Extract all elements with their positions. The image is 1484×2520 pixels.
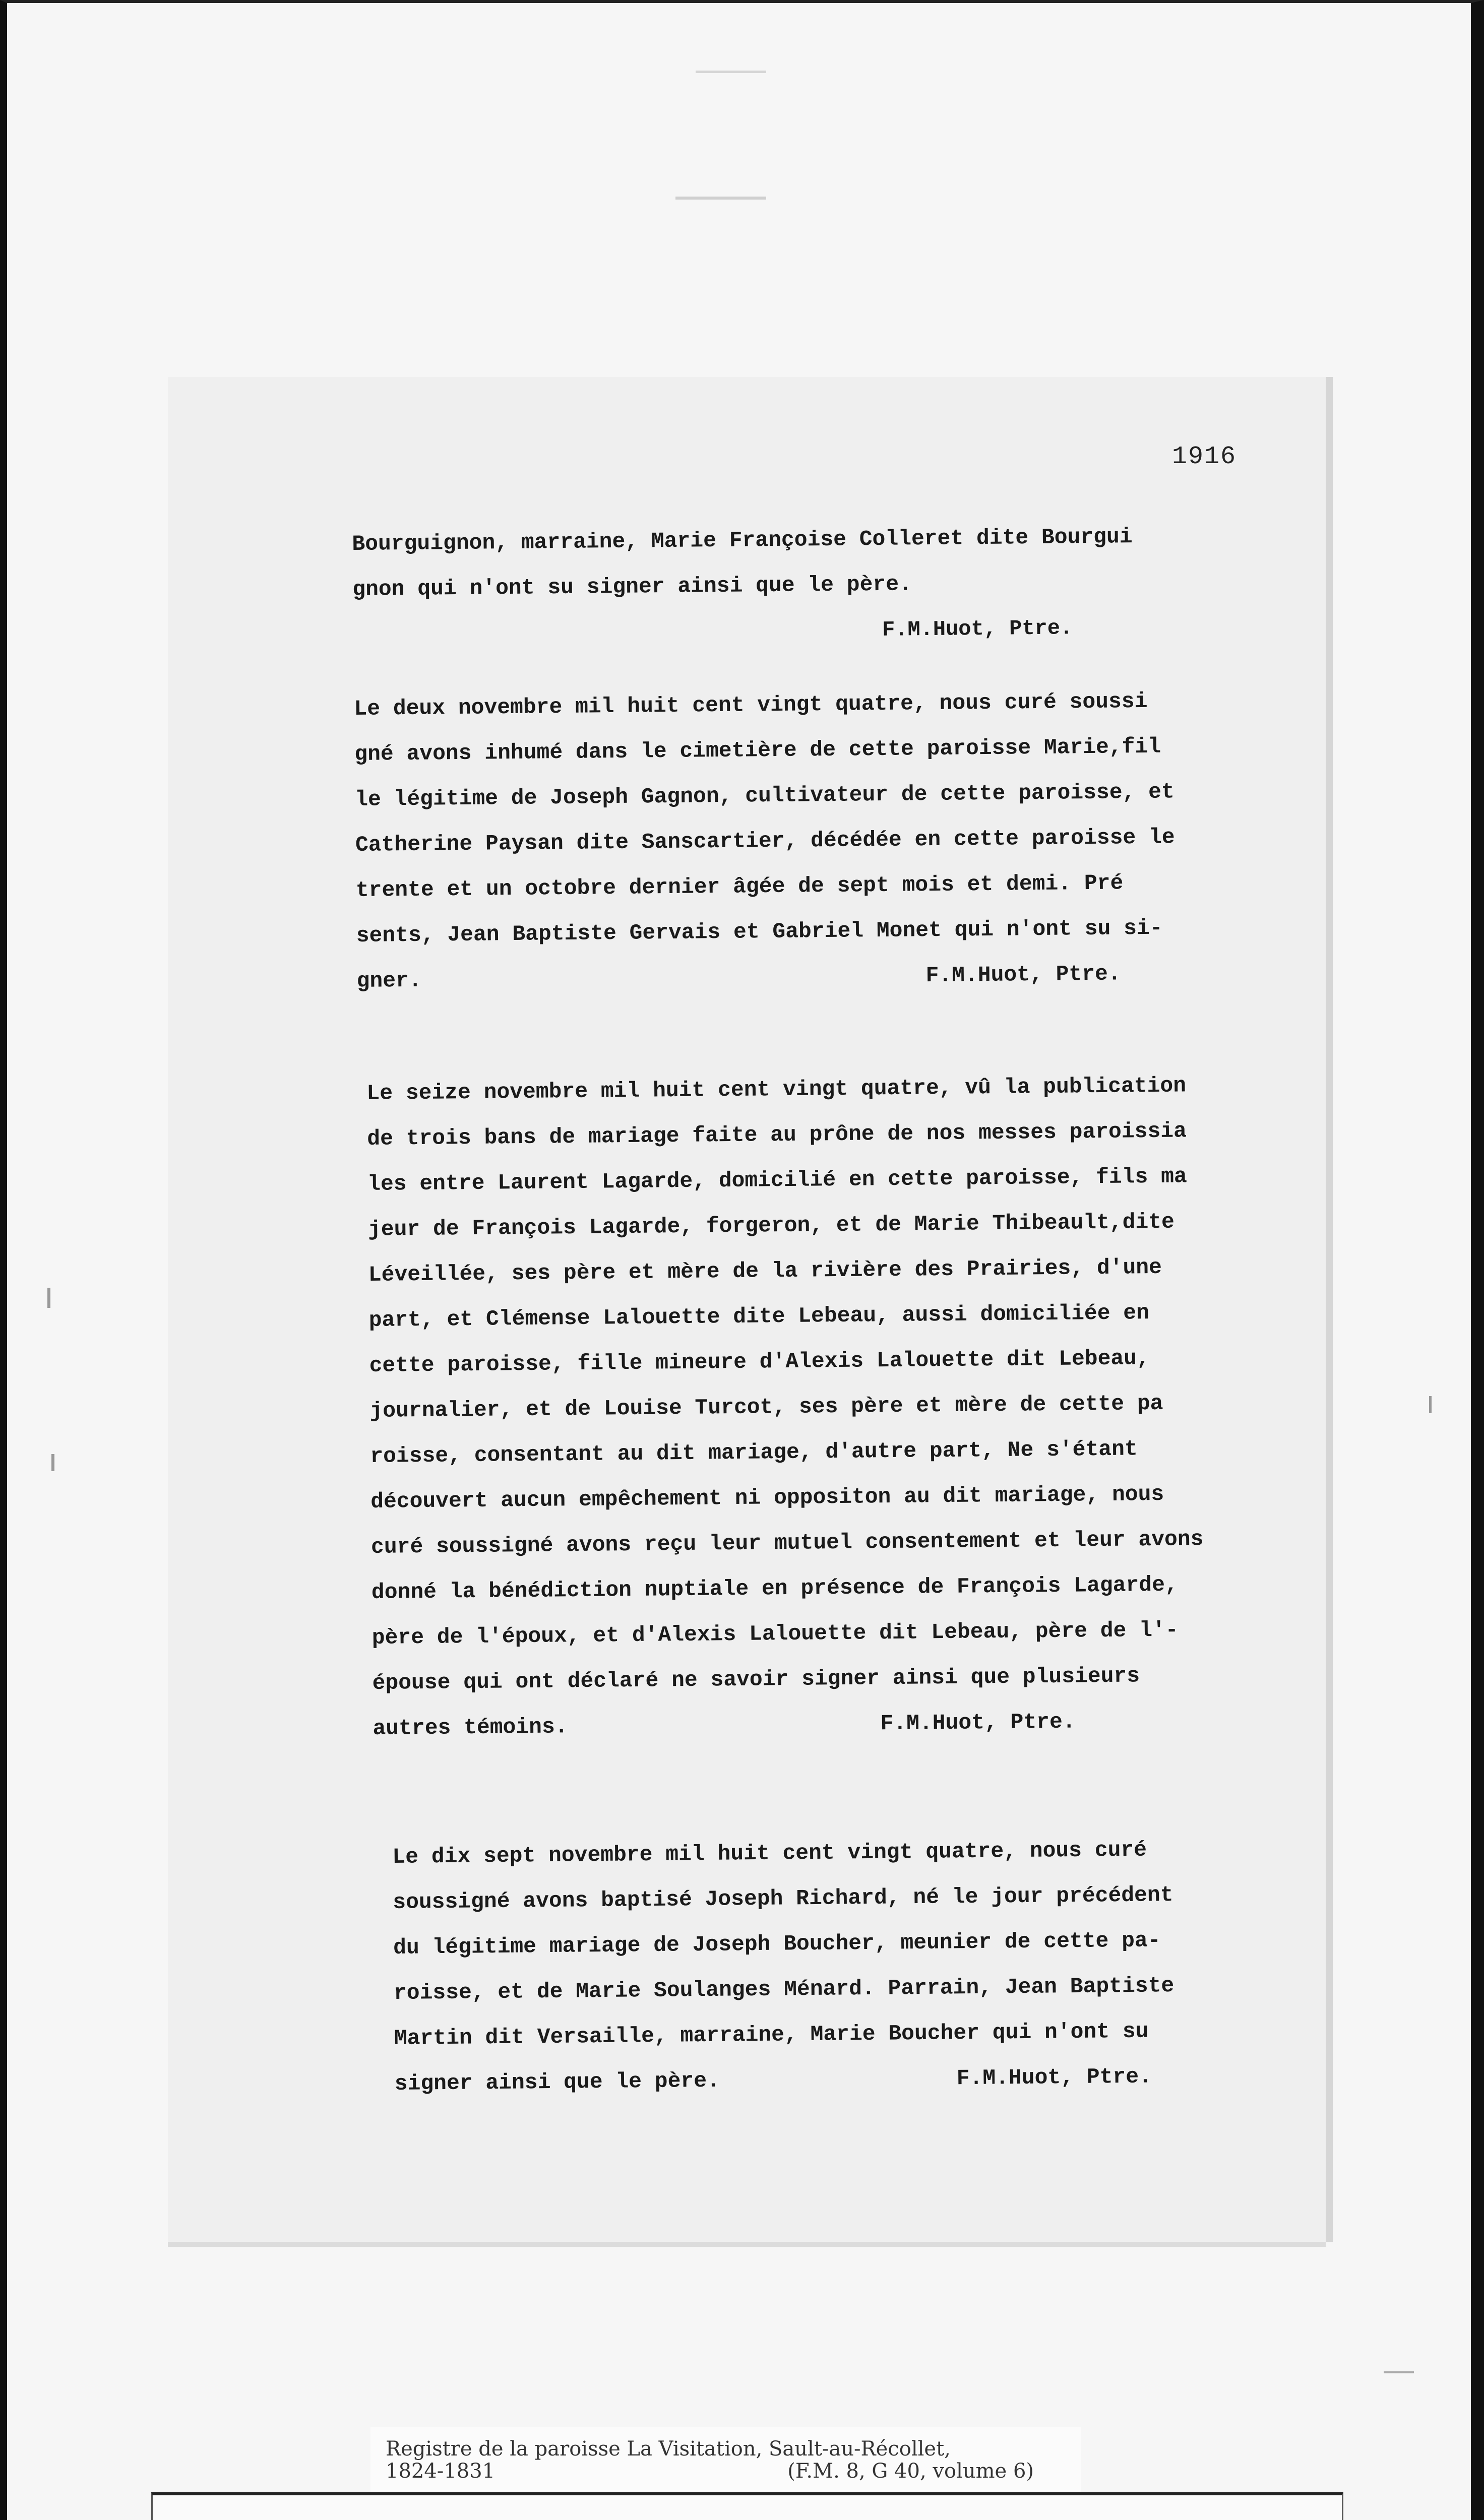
entry-line: gnon qui n'ont su signer ainsi que le père.: [352, 572, 912, 602]
caption-line: [386, 2460, 1069, 2482]
caption-line: [386, 2438, 1069, 2460]
entry-line: gné avons inhumé dans le cimetière de cette paroisse Marie,fil: [354, 734, 1161, 767]
entry-line: Le deux novembre mil huit cent vingt quatre, nous curé soussi: [354, 688, 1148, 721]
entry-line: journalier, et de Louise Turcot, ses père et mère de cette pa: [369, 1391, 1163, 1423]
entry-line: père de l'époux, et d'Alexis Lalouette dit Lebeau, père de l'-: [372, 1617, 1179, 1650]
entry-line: curé soussigné avons reçu leur mutuel consentement et leur avons: [370, 1527, 1204, 1559]
entry-line: Catherine Paysan dite Sanscartier, décédée en cette paroisse le: [355, 825, 1175, 857]
entry-line: trente et un octobre dernier âgée de sept mois et demi. Pré: [355, 870, 1124, 903]
entry-line: autres témoins.: [373, 1714, 568, 1741]
entry-line: de trois bans de mariage faite au prône de nos messes paroissia: [367, 1118, 1187, 1151]
entry-line: découvert aucun empêchement ni oppositon au dit mariage, nous: [370, 1481, 1164, 1514]
priest-signature: F.M.Huot, Ptre.: [880, 1709, 1076, 1736]
priest-signature: F.M.Huot, Ptre.: [956, 2064, 1152, 2091]
entry-line: Léveillée, ses père et mère de la rivière des Prairies, d'une: [368, 1254, 1162, 1287]
entry-line: donné la bénédiction nuptiale en présence de François Lagarde,: [371, 1572, 1178, 1605]
entry-line: le légitime de Joseph Gagnon, cultivateur de cette paroisse, et: [354, 779, 1174, 812]
entry-line: Le seize novembre mil huit cent vingt quatre, vû la publication: [366, 1073, 1187, 1106]
entry-line: épouse qui ont déclaré ne savoir signer ainsi que plusieurs: [372, 1663, 1140, 1695]
entry-line: signer ainsi que le père.: [394, 2068, 720, 2096]
entry-line: gner.: [356, 968, 422, 993]
entry-line: sents, Jean Baptiste Gervais et Gabriel Monet qui n'ont su si-: [356, 915, 1163, 948]
archive-caption: [370, 2427, 1081, 2502]
priest-signature: F.M.Huot, Ptre.: [882, 616, 1073, 642]
entry-line: part, et Clémense Lalouette dite Lebeau, aussi domiciliée en: [368, 1300, 1150, 1333]
priest-signature: F.M.Huot, Ptre.: [925, 961, 1121, 988]
caption-date-range: 1824-1831: [386, 2460, 496, 2483]
entry-line: Bourguignon, marraine, Marie Françoise Colleret dite Bourgui: [352, 524, 1133, 556]
entry-line: cette paroisse, fille mineure d'Alexis Lalouette dit Lebeau,: [369, 1346, 1150, 1378]
register-entry: [354, 678, 1177, 1004]
page-number: 1916: [1172, 443, 1237, 471]
entry-line: roisse, et de Marie Soulanges Ménard. Parrain, Jean Baptiste: [393, 1973, 1174, 2005]
caption-reference: (F.M. 8, G 40, volume 6): [787, 2460, 1034, 2483]
entry-line: Le dix sept novembre mil huit cent vingt quatre, nous curé: [392, 1837, 1147, 1869]
archives-stamp: [151, 2492, 1343, 2520]
entry-line: du légitime mariage de Joseph Boucher, meunier de cette pa-: [393, 1928, 1161, 1960]
register-entry: [392, 1827, 1175, 2107]
entry-line: les entre Laurent Lagarde, domicilié en cette paroisse, fils ma: [367, 1164, 1187, 1196]
register-entry: [366, 1063, 1205, 1751]
entry-line: jeur de François Lagarde, forgeron, et de Marie Thibeault,dite: [367, 1209, 1175, 1242]
register-entry: [352, 514, 1134, 658]
entry-line: soussigné avons baptisé Joseph Richard, né le jour précédent: [393, 1882, 1173, 1915]
entry-line: roisse, consentant au dit mariage, d'autre part, Ne s'étant: [370, 1436, 1138, 1469]
caption-register-title: Registre de la paroisse La Visitation, Sault-au-Récollet,: [386, 2437, 951, 2461]
entry-line: Martin dit Versaille, marraine, Marie Boucher qui n'ont su: [394, 2019, 1149, 2051]
